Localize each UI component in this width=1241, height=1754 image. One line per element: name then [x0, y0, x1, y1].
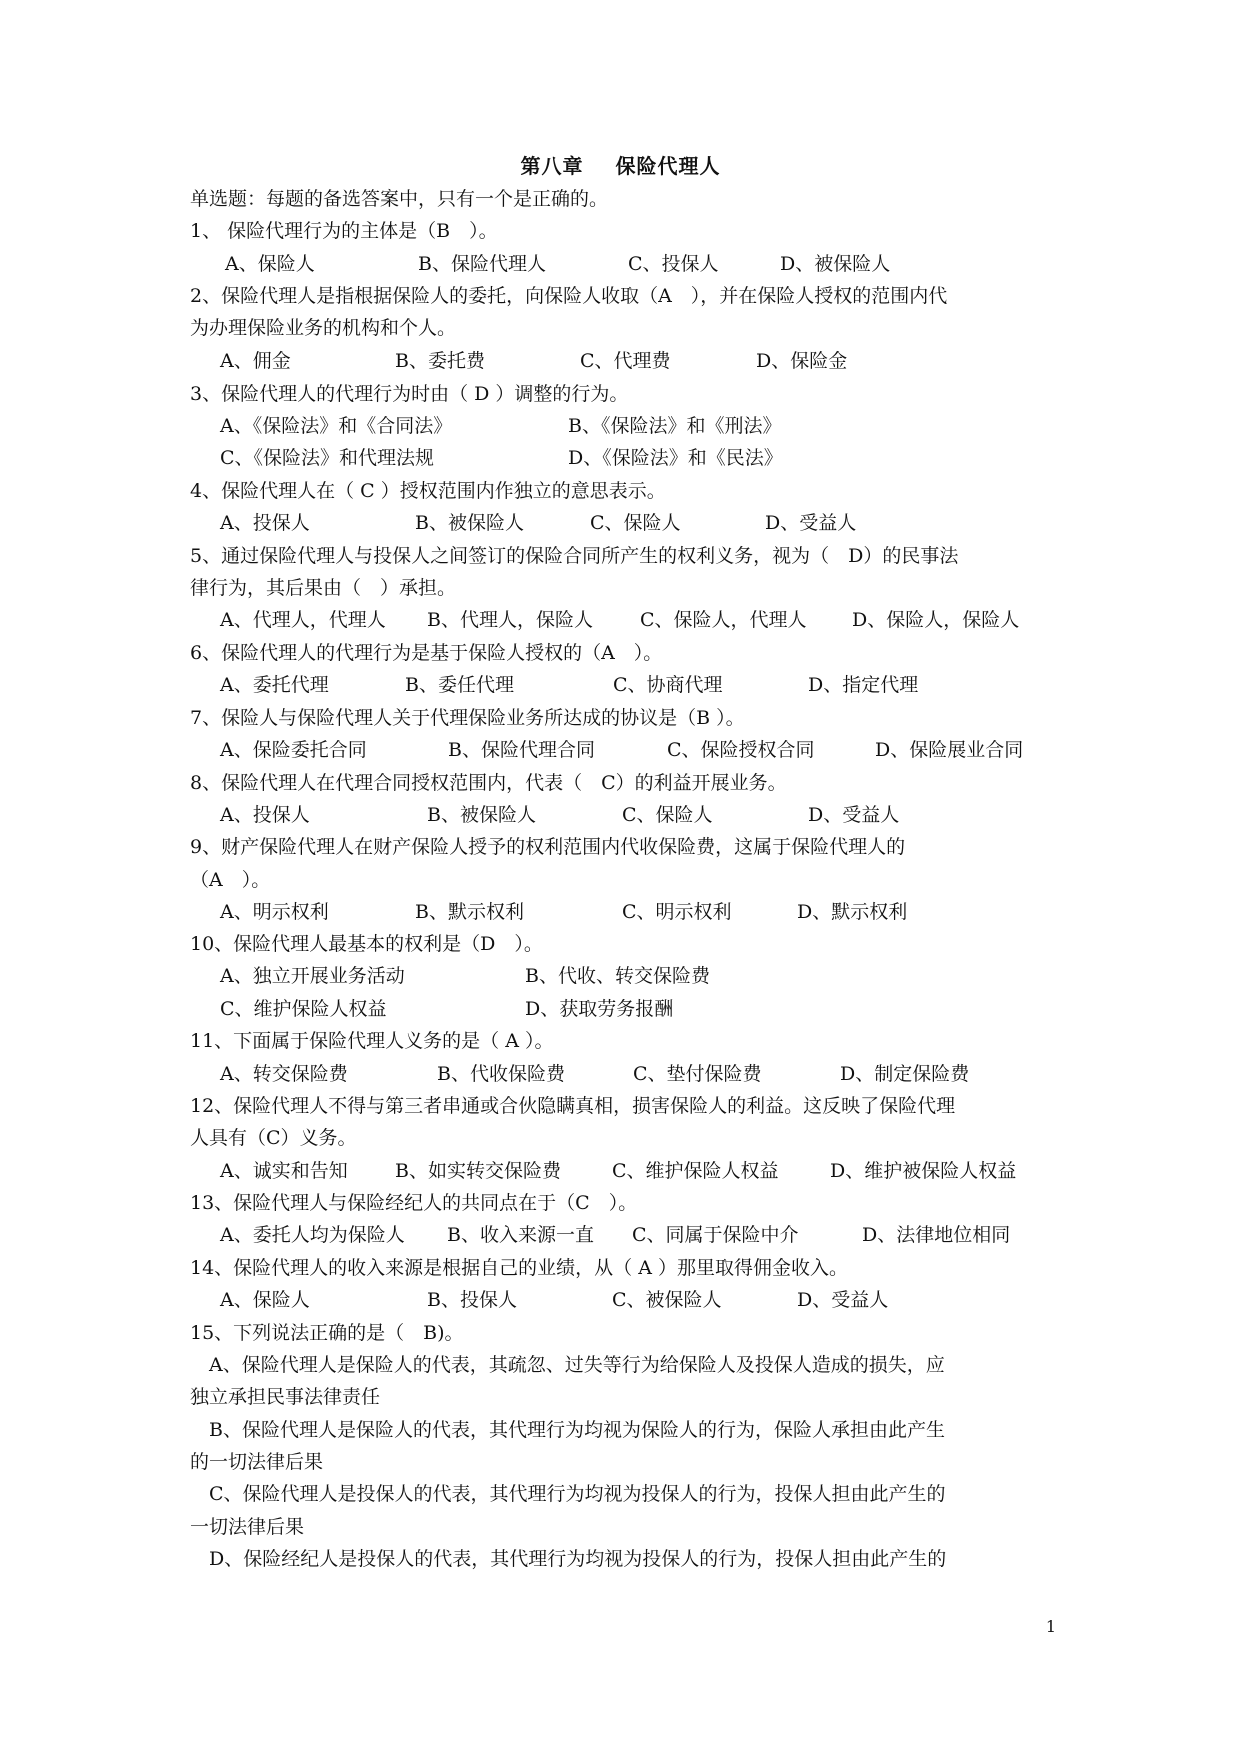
q13-option-b: B、收入来源一直	[447, 1224, 594, 1246]
q6-option-b: B、委任代理	[405, 674, 514, 696]
q10-option-d: D、获取劳务报酬	[525, 998, 674, 1020]
q14-option-b: B、投保人	[427, 1289, 517, 1311]
instruction-text: 单选题：每题的备选答案中，只有一个是正确的。	[190, 188, 609, 210]
q9-option-a: A、明示权利	[220, 901, 329, 923]
q2-option-b: B、委托费	[395, 350, 485, 372]
question-9: 9、财产保险代理人在财产保险人授予的权利范围内代收保险费，这属于保险代理人的	[190, 836, 906, 858]
question-7: 7、保险人与保险代理人关于代理保险业务所达成的协议是（B ）。	[190, 707, 745, 729]
question-6: 6、保险代理人的代理行为是基于保险人授权的（A ）。	[190, 642, 663, 664]
q8-option-b: B、被保险人	[427, 804, 536, 826]
q15-option-a: A、保险代理人是保险人的代表，其疏忽、过失等行为给保险人及投保人造成的损失，应	[190, 1354, 945, 1376]
question-11: 11、下面属于保险代理人义务的是（ A ）。	[190, 1030, 554, 1052]
q7-option-c: C、保险授权合同	[667, 739, 815, 761]
q6-option-a: A、委托代理	[220, 674, 329, 696]
q9-option-c: C、明示权利	[622, 901, 732, 923]
question-1: 1、 保险代理行为的主体是（B ）。	[190, 220, 498, 242]
q5-option-d: D、保险人，保险人	[852, 609, 1020, 631]
q14-option-d: D、受益人	[797, 1289, 889, 1311]
question-5: 5、通过保险代理人与投保人之间签订的保险合同所产生的权利义务，视为（ D）的民事法	[190, 545, 959, 567]
q5-option-b: B、代理人，保险人	[427, 609, 593, 631]
page-number: 1	[1045, 1617, 1056, 1636]
q13-option-c: C、同属于保险中介	[632, 1224, 799, 1246]
q11-option-c: C、垫付保险费	[633, 1063, 762, 1085]
question-4: 4、保险代理人在（ C ）授权范围内作独立的意思表示。	[190, 480, 666, 502]
q4-option-d: D、受益人	[765, 512, 857, 534]
q9-option-d: D、默示权利	[797, 901, 908, 923]
question-15: 15、下列说法正确的是（ B)。	[190, 1322, 464, 1344]
chapter-title	[0, 150, 1241, 179]
q3-option-a: A、《保险法》和《合同法》	[220, 415, 453, 437]
q14-option-a: A、保险人	[220, 1289, 310, 1311]
chapter-number: 第八章	[520, 154, 584, 178]
q7-option-b: B、保险代理合同	[448, 739, 595, 761]
question-12-cont: 人具有（C）义务。	[190, 1127, 357, 1149]
question-14: 14、保险代理人的收入来源是根据自己的业绩，从（ A ）那里取得佣金收入。	[190, 1257, 848, 1279]
q2-option-c: C、代理费	[580, 350, 671, 372]
question-8: 8、保险代理人在代理合同授权范围内，代表（ C）的利益开展业务。	[190, 772, 787, 794]
question-12: 12、保险代理人不得与第三者串通或合伙隐瞒真相，损害保险人的利益。这反映了保险代理	[190, 1095, 956, 1117]
q15-option-c-cont: 一切法律后果	[190, 1516, 305, 1538]
q1-option-c: C、投保人	[628, 253, 719, 275]
q11-option-d: D、制定保险费	[840, 1063, 970, 1085]
q15-option-b-cont: 的一切法律后果	[190, 1451, 324, 1473]
q4-option-a: A、投保人	[220, 512, 310, 534]
q8-option-a: A、投保人	[220, 804, 310, 826]
q9-option-b: B、默示权利	[415, 901, 524, 923]
q5-option-a: A、代理人，代理人	[220, 609, 386, 631]
q11-option-a: A、转交保险费	[220, 1063, 348, 1085]
q1-option-a: A、保险人	[225, 253, 315, 275]
q1-option-d: D、被保险人	[780, 253, 891, 275]
q3-option-c: C、《保险法》和代理法规	[220, 447, 435, 469]
question-10: 10、保险代理人最基本的权利是（D ）。	[190, 933, 543, 955]
q10-option-b: B、代收、转交保险费	[525, 965, 710, 987]
q13-option-d: D、法律地位相同	[862, 1224, 1011, 1246]
q7-option-d: D、保险展业合同	[875, 739, 1024, 761]
q10-option-a: A、独立开展业务活动	[220, 965, 405, 987]
question-13: 13、保险代理人与保险经纪人的共同点在于（C ）。	[190, 1192, 638, 1214]
q15-option-b: B、保险代理人是保险人的代表，其代理行为均视为保险人的行为，保险人承担由此产生	[190, 1419, 945, 1441]
q4-option-b: B、被保险人	[415, 512, 524, 534]
question-3: 3、保险代理人的代理行为时由（ D ）调整的行为。	[190, 383, 629, 405]
q2-option-a: A、佣金	[220, 350, 291, 372]
q6-option-d: D、指定代理	[808, 674, 919, 696]
q1-option-b: B、保险代理人	[418, 253, 546, 275]
q12-option-a: A、诚实和告知	[220, 1160, 348, 1182]
q15-option-c: C、保险代理人是投保人的代表，其代理行为均视为投保人的行为，投保人担由此产生的	[190, 1483, 946, 1505]
q3-option-b: B、《保险法》和《刑法》	[568, 415, 782, 437]
q4-option-c: C、保险人	[590, 512, 681, 534]
question-2-cont: 为办理保险业务的机构和个人。	[190, 317, 457, 339]
q13-option-a: A、委托人均为保险人	[220, 1224, 405, 1246]
chapter-name: 保险代理人	[615, 154, 721, 178]
q5-option-c: C、保险人，代理人	[640, 609, 807, 631]
q12-option-b: B、如实转交保险费	[395, 1160, 561, 1182]
q6-option-c: C、协商代理	[613, 674, 723, 696]
q8-option-c: C、保险人	[622, 804, 713, 826]
q7-option-a: A、保险委托合同	[220, 739, 367, 761]
q8-option-d: D、受益人	[808, 804, 900, 826]
q11-option-b: B、代收保险费	[437, 1063, 565, 1085]
question-5-cont: 律行为，其后果由（ ）承担。	[190, 577, 457, 599]
q2-option-d: D、保险金	[756, 350, 848, 372]
q10-option-c: C、维护保险人权益	[220, 998, 387, 1020]
q12-option-c: C、维护保险人权益	[612, 1160, 779, 1182]
q12-option-d: D、维护被保险人权益	[830, 1160, 1017, 1182]
question-2: 2、保险代理人是指根据保险人的委托，向保险人收取（A ），并在保险人授权的范围内代	[190, 285, 948, 307]
question-9-cont: （A ）。	[190, 869, 271, 891]
q14-option-c: C、被保险人	[612, 1289, 722, 1311]
q3-option-d: D、《保险法》和《民法》	[568, 447, 783, 469]
q15-option-d: D、保险经纪人是投保人的代表，其代理行为均视为投保人的行为，投保人担由此产生的	[190, 1548, 947, 1570]
q15-option-a-cont: 独立承担民事法律责任	[190, 1386, 381, 1408]
